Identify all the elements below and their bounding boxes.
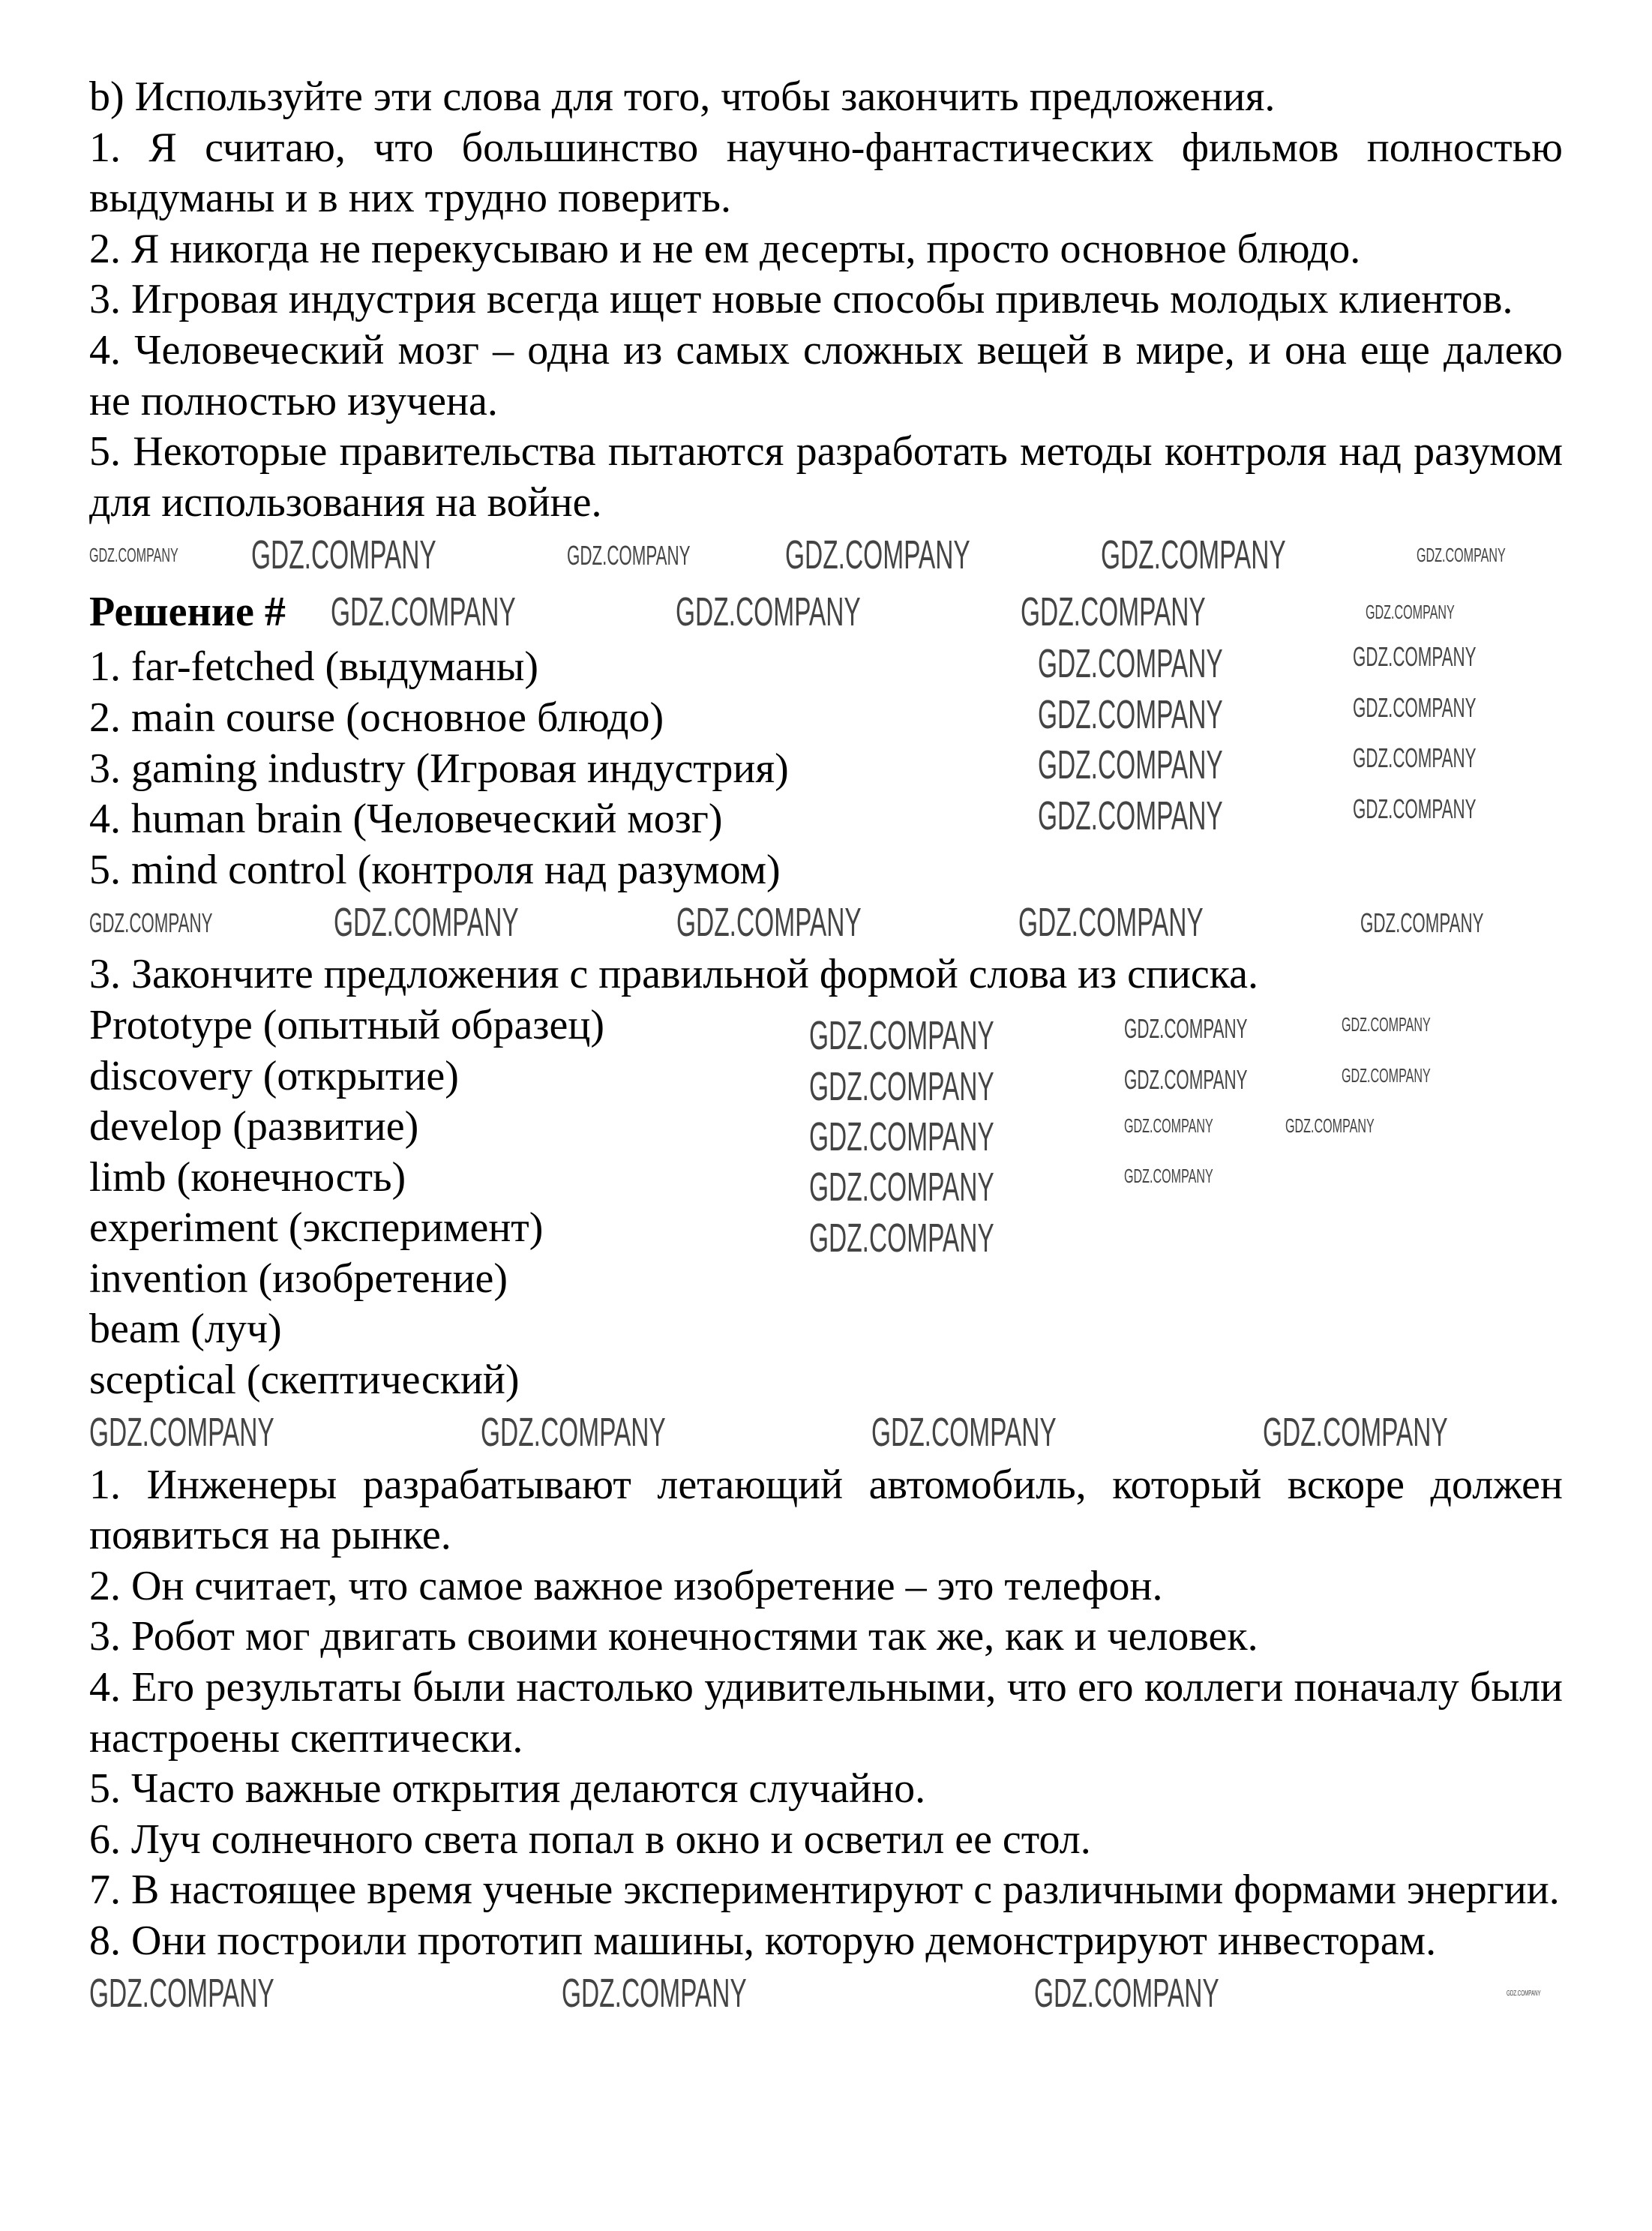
word-item: limb (конечность): [89, 1153, 406, 1201]
watermark: GDZ.COMPANY: [1353, 793, 1477, 824]
watermark: GDZ.COMPANY: [89, 907, 213, 938]
watermark: GDZ.COMPANY: [89, 1409, 274, 1455]
watermark: GDZ.COMPANY: [675, 589, 861, 634]
word-item: experiment (эксперимент): [89, 1204, 544, 1252]
watermark: GDZ.COMPANY: [1038, 793, 1223, 838]
watermark-row: [89, 1967, 1563, 2021]
sentence-item: 3. Робот мог двигать своими конечностями так же, как и человек.: [89, 1613, 1258, 1660]
watermark: GDZ.COMPANY: [562, 1970, 747, 2016]
watermark: GDZ.COMPANY: [1417, 544, 1506, 567]
word-item: beam (луч): [89, 1306, 282, 1353]
watermark: GDZ.COMPANY: [1124, 1165, 1213, 1188]
sentence-item: 7. В настоящее время ученые экспериментируют с различными формами энергии.: [89, 1867, 1560, 1914]
watermark: GDZ.COMPANY: [1124, 1013, 1248, 1045]
answer-item: 4. human brain (Человеческий мозг): [89, 796, 723, 843]
word-list: [89, 1000, 734, 1406]
watermark: GDZ.COMPANY: [1124, 1063, 1248, 1095]
task-b-title: b) Используйте эти слова для того, чтобы закончить предложения.: [89, 73, 1276, 120]
document-page: [89, 72, 1563, 2021]
watermark: GDZ.COMPANY: [1034, 1970, 1219, 2016]
task-b-item: 4. Человеческий мозг – одна из самых сложных вещей в мире, и она еще далеко не полностью изучена.: [89, 326, 1563, 424]
watermark: GDZ.COMPANY: [1285, 1114, 1375, 1138]
task-b-item: 3. Игровая индустрия всегда ищет новые способы привлечь молодых клиентов.: [89, 276, 1513, 323]
word-item: Prototype (опытный образец): [89, 1001, 604, 1048]
watermark: GDZ.COMPANY: [330, 589, 516, 634]
solution-heading: Решение #: [89, 588, 286, 635]
watermark: GDZ.COMPANY: [1020, 589, 1206, 634]
watermark: GDZ.COMPANY: [1353, 742, 1477, 774]
watermark: GDZ.COMPANY: [871, 1409, 1057, 1455]
task-3-words-section: [89, 949, 1563, 1405]
sentence-item: 6. Луч солнечного света попал в окно и осветил ее стол.: [89, 1816, 1091, 1863]
watermark: GDZ.COMPANY: [1342, 1063, 1431, 1087]
watermark: GDZ.COMPANY: [1353, 691, 1477, 723]
sentence-item: 4. Его результаты были настолько удивительными, что его коллеги поначалу были настроены скептически.: [89, 1664, 1563, 1762]
watermark: GDZ.COMPANY: [809, 1165, 994, 1210]
task-b: [89, 72, 1563, 528]
word-item: invention (изобретение): [89, 1255, 508, 1302]
watermark: GDZ.COMPANY: [676, 899, 862, 945]
sentence-item: 5. Часто важные открытия делаются случайно.: [89, 1765, 926, 1813]
word-item: develop (развитие): [89, 1103, 419, 1150]
watermark: GDZ.COMPANY: [480, 1409, 666, 1455]
watermark: GDZ.COMPANY: [1018, 899, 1204, 945]
watermark: GDZ.COMPANY: [1353, 641, 1477, 673]
watermark: GDZ.COMPANY: [809, 1063, 994, 1109]
word-item: sceptical (скептический): [89, 1357, 520, 1404]
task-b-item: 1. Я считаю, что большинство научно-фантастических фильмов полностью выдуманы и в них трудно поверить.: [89, 124, 1563, 222]
watermark: GDZ.COMPANY: [809, 1013, 994, 1059]
watermark: GDZ.COMPANY: [809, 1114, 994, 1160]
watermark: GDZ.COMPANY: [1038, 742, 1223, 788]
word-item: discovery (открытие): [89, 1052, 459, 1099]
solution-section: [89, 642, 1563, 895]
watermark-row: [89, 1406, 1563, 1460]
solution-heading-row: [89, 582, 1563, 642]
watermark: GDZ.COMPANY: [809, 1215, 994, 1261]
watermark: GDZ.COMPANY: [1360, 907, 1484, 938]
watermark: GDZ.COMPANY: [1507, 1990, 1541, 1999]
sentence-item: 8. Они построили прототип машины, которую демонстрируют инвесторам.: [89, 1918, 1437, 1964]
watermark: GDZ.COMPANY: [251, 532, 436, 577]
watermark: GDZ.COMPANY: [785, 532, 970, 577]
watermark: GDZ.COMPANY: [1365, 601, 1455, 624]
watermark: GDZ.COMPANY: [567, 539, 691, 571]
answer-item: 1. far-fetched (выдуманы): [89, 643, 539, 691]
task-3-sentences: [89, 1460, 1563, 1967]
watermark: GDZ.COMPANY: [1101, 532, 1286, 577]
answer-item: 3. gaming industry (Игровая индустрия): [89, 745, 789, 792]
answer-item: 5. mind control (контроля над разумом): [89, 846, 781, 893]
answer-item: 2. main course (основное блюдо): [89, 694, 664, 741]
watermark: GDZ.COMPANY: [1262, 1409, 1448, 1455]
task-b-item: 5. Некоторые правительства пытаются разработать методы контроля над разумом для использования на войне.: [89, 428, 1563, 526]
watermark: GDZ.COMPANY: [1124, 1114, 1213, 1138]
watermark: GDZ.COMPANY: [1038, 641, 1223, 687]
watermark-row: [89, 895, 1563, 949]
task-3-title: 3. Закончите предложения с правильной формой слова из списка.: [89, 951, 1259, 998]
watermark: GDZ.COMPANY: [1038, 691, 1223, 737]
watermark: GDZ.COMPANY: [89, 544, 178, 567]
watermark-row: [89, 528, 1563, 582]
watermark: GDZ.COMPANY: [1342, 1013, 1431, 1036]
solution-answers: [89, 642, 884, 895]
watermark-area: [809, 1014, 1563, 1261]
watermark: GDZ.COMPANY: [89, 1970, 274, 2016]
watermark: GDZ.COMPANY: [334, 899, 520, 945]
sentence-item: 1. Инженеры разрабатывают летающий автомобиль, который вскоре должен появиться на рынке.: [89, 1461, 1563, 1559]
watermark-area: [1038, 642, 1563, 838]
task-b-item: 2. Я никогда не перекусываю и не ем десерты, просто основное блюдо.: [89, 225, 1361, 272]
sentence-item: 2. Он считает, что самое важное изобретение – это телефон.: [89, 1562, 1163, 1609]
